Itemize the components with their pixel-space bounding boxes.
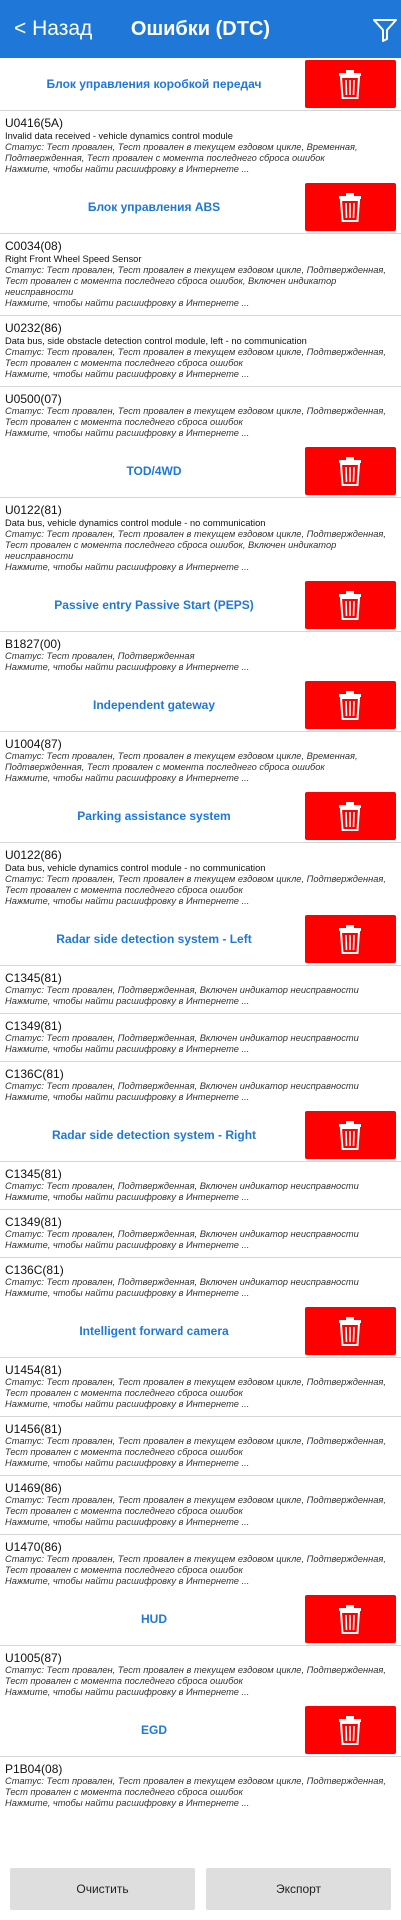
fault-status: Статус: Тест провален, Подтвержденная, Включен индикатор неисправности <box>5 1081 359 1091</box>
fault-status: Статус: Тест провален, Подтвержденная <box>5 651 195 661</box>
delete-button[interactable] <box>305 60 396 108</box>
module-header <box>0 790 401 842</box>
lookup-link[interactable]: Нажмите, чтобы найти расшифровку в Интернете ... <box>5 428 250 438</box>
fault-code: U1456(81) <box>5 1422 62 1436</box>
module-header <box>0 579 401 631</box>
delete-button[interactable] <box>305 915 396 963</box>
lookup-link[interactable]: Нажмите, чтобы найти расшифровку в Интернете ... <box>5 1240 250 1250</box>
fault-status: Статус: Тест провален, Тест провален в текущем ездовом цикле, Подтвержденная, Тест провален с момента последнего сброса ошибок, Включен индикатор неисправности <box>5 529 386 561</box>
fault-item[interactable] <box>0 1756 401 1815</box>
module-name: Parking assistance system <box>77 809 231 823</box>
fault-status: Статус: Тест провален, Тест провален в текущем ездовом цикле, Временная, Подтвержденная, Тест провален с момента последнего сброса ошибок <box>5 142 358 163</box>
fault-status: Статус: Тест провален, Тест провален в текущем ездовом цикле, Подтвержденная, Тест провален с момента последнего сброса ошибок <box>5 1665 386 1686</box>
lookup-link[interactable]: Нажмите, чтобы найти расшифровку в Интернете ... <box>5 1092 250 1102</box>
delete-button[interactable] <box>305 183 396 231</box>
module-name: Intelligent forward camera <box>79 1324 229 1338</box>
module-name: Passive entry Passive Start (PEPS) <box>54 598 254 612</box>
lookup-link[interactable]: Нажмите, чтобы найти расшифровку в Интернете ... <box>5 1517 250 1527</box>
fault-code: U0232(86) <box>5 321 62 335</box>
fault-item[interactable] <box>0 1416 401 1475</box>
fault-code: C136C(81) <box>5 1263 64 1277</box>
filter-icon[interactable] <box>372 17 398 43</box>
lookup-link[interactable]: Нажмите, чтобы найти расшифровку в Интернете ... <box>5 1044 250 1054</box>
fault-code: U1470(86) <box>5 1540 62 1554</box>
fault-item[interactable] <box>0 386 401 445</box>
fault-item[interactable] <box>0 1645 401 1704</box>
delete-button[interactable] <box>305 1706 396 1754</box>
delete-button[interactable] <box>305 1111 396 1159</box>
delete-button[interactable] <box>305 681 396 729</box>
lookup-link[interactable]: Нажмите, чтобы найти расшифровку в Интернете ... <box>5 1576 250 1586</box>
delete-button[interactable] <box>305 447 396 495</box>
fault-status: Статус: Тест провален, Тест провален в текущем ездовом цикле, Подтвержденная, Тест провален с момента последнего сброса ошибок <box>5 1495 386 1516</box>
lookup-link[interactable]: Нажмите, чтобы найти расшифровку в Интернете ... <box>5 562 250 572</box>
module-header <box>0 1704 401 1756</box>
lookup-link[interactable]: Нажмите, чтобы найти расшифровку в Интернете ... <box>5 1399 250 1409</box>
fault-code: C0034(08) <box>5 239 62 253</box>
fault-item[interactable] <box>0 1257 401 1305</box>
module-name: Radar side detection system - Left <box>56 932 252 946</box>
bottom-bar <box>0 1864 401 1920</box>
fault-description: Data bus, vehicle dynamics control module - no communication <box>5 518 266 528</box>
fault-code: U1454(81) <box>5 1363 62 1377</box>
module-name: TOD/4WD <box>126 464 182 478</box>
dtc-list <box>0 58 401 1815</box>
lookup-link[interactable]: Нажмите, чтобы найти расшифровку в Интернете ... <box>5 369 250 379</box>
lookup-link[interactable]: Нажмите, чтобы найти расшифровку в Интернете ... <box>5 164 250 174</box>
fault-code: U0500(07) <box>5 392 62 406</box>
fault-description: Data bus, side obstacle detection control module, left - no communication <box>5 336 307 346</box>
fault-status: Статус: Тест провален, Тест провален в текущем ездовом цикле, Подтвержденная, Тест провален с момента последнего сброса ошибок <box>5 1776 386 1797</box>
fault-item[interactable] <box>0 731 401 790</box>
fault-description: Right Front Wheel Speed Sensor <box>5 254 142 264</box>
fault-code: U0122(81) <box>5 503 62 517</box>
module-header <box>0 181 401 233</box>
lookup-link[interactable]: Нажмите, чтобы найти расшифровку в Интернете ... <box>5 1458 250 1468</box>
fault-item[interactable] <box>0 497 401 579</box>
module-name: Блок управления ABS <box>87 200 221 214</box>
fault-code: U0122(86) <box>5 848 62 862</box>
fault-item[interactable] <box>0 233 401 315</box>
module-header <box>0 1593 401 1645</box>
module-header <box>0 58 401 110</box>
lookup-link[interactable]: Нажмите, чтобы найти расшифровку в Интернете ... <box>5 1798 250 1808</box>
fault-description: Data bus, vehicle dynamics control module - no communication <box>5 863 266 873</box>
lookup-link[interactable]: Нажмите, чтобы найти расшифровку в Интернете ... <box>5 773 250 783</box>
fault-item[interactable] <box>0 1013 401 1061</box>
fault-code: C1349(81) <box>5 1019 62 1033</box>
fault-code: P1B04(08) <box>5 1762 63 1776</box>
fault-status: Статус: Тест провален, Подтвержденная, Включен индикатор неисправности <box>5 1181 359 1191</box>
fault-item[interactable] <box>0 631 401 679</box>
fault-code: C1349(81) <box>5 1215 62 1229</box>
fault-code: C1345(81) <box>5 1167 62 1181</box>
fault-item[interactable] <box>0 1475 401 1534</box>
module-name: Блок управления коробкой передач <box>46 77 262 91</box>
lookup-link[interactable]: Нажмите, чтобы найти расшифровку в Интернете ... <box>5 896 250 906</box>
lookup-link[interactable]: Нажмите, чтобы найти расшифровку в Интернете ... <box>5 1687 250 1697</box>
fault-code: C1345(81) <box>5 971 62 985</box>
lookup-link[interactable]: Нажмите, чтобы найти расшифровку в Интернете ... <box>5 1288 250 1298</box>
fault-status: Статус: Тест провален, Подтвержденная, Включен индикатор неисправности <box>5 985 359 995</box>
fault-code: U0416(5A) <box>5 116 64 130</box>
fault-code: U1005(87) <box>5 1651 62 1665</box>
delete-button[interactable] <box>305 1595 396 1643</box>
module-header <box>0 679 401 731</box>
fault-item[interactable] <box>0 1209 401 1257</box>
fault-status: Статус: Тест провален, Тест провален в текущем ездовом цикле, Временная, Подтвержденная, Тест провален с момента последнего сброса ошибок <box>5 751 358 772</box>
fault-status: Статус: Тест провален, Тест провален в текущем ездовом цикле, Подтвержденная, Тест провален с момента последнего сброса ошибок <box>5 347 386 368</box>
fault-status: Статус: Тест провален, Тест провален в текущем ездовом цикле, Подтвержденная, Тест провален с момента последнего сброса ошибок <box>5 406 386 427</box>
fault-item[interactable] <box>0 842 401 913</box>
fault-item[interactable] <box>0 315 401 386</box>
page-title: Ошибки (DTC) <box>130 18 271 40</box>
module-name: Radar side detection system - Right <box>51 1128 257 1142</box>
lookup-link[interactable]: Нажмите, чтобы найти расшифровку в Интернете ... <box>5 996 250 1006</box>
delete-button[interactable] <box>305 792 396 840</box>
clear-button[interactable]: Очистить <box>10 1868 195 1910</box>
fault-status: Статус: Тест провален, Подтвержденная, Включен индикатор неисправности <box>5 1033 359 1043</box>
fault-item[interactable] <box>0 1534 401 1593</box>
module-header <box>0 1109 401 1161</box>
export-button[interactable]: Экспорт <box>206 1868 391 1910</box>
fault-item[interactable] <box>0 1161 401 1209</box>
module-name: Independent gateway <box>92 698 216 712</box>
fault-status: Статус: Тест провален, Тест провален в текущем ездовом цикле, Подтвержденная, Тест провален с момента последнего сброса ошибок <box>5 874 386 895</box>
back-button[interactable]: < Назад <box>14 17 93 40</box>
delete-button[interactable] <box>305 581 396 629</box>
fault-item[interactable] <box>0 110 401 181</box>
fault-code: C136C(81) <box>5 1067 64 1081</box>
lookup-link[interactable]: Нажмите, чтобы найти расшифровку в Интернете ... <box>5 662 250 672</box>
fault-code: U1469(86) <box>5 1481 62 1495</box>
delete-button[interactable] <box>305 1307 396 1355</box>
module-name: HUD <box>141 1612 167 1626</box>
fault-status: Статус: Тест провален, Тест провален в текущем ездовом цикле, Подтвержденная, Тест провален с момента последнего сброса ошибок <box>5 1436 386 1457</box>
fault-item[interactable] <box>0 965 401 1013</box>
fault-status: Статус: Тест провален, Тест провален в текущем ездовом цикле, Подтвержденная, Тест провален с момента последнего сброса ошибок <box>5 1554 386 1575</box>
module-header <box>0 445 401 497</box>
fault-description: Invalid data received - vehicle dynamics control module <box>5 131 233 141</box>
fault-status: Статус: Тест провален, Тест провален в текущем ездовом цикле, Подтвержденная, Тест провален с момента последнего сброса ошибок <box>5 1377 386 1398</box>
fault-code: B1827(00) <box>5 637 62 651</box>
module-name: EGD <box>140 1723 167 1737</box>
fault-item[interactable] <box>0 1061 401 1109</box>
lookup-link[interactable]: Нажмите, чтобы найти расшифровку в Интернете ... <box>5 1192 250 1202</box>
fault-item[interactable] <box>0 1357 401 1416</box>
fault-status: Статус: Тест провален, Подтвержденная, Включен индикатор неисправности <box>5 1229 359 1239</box>
fault-status: Статус: Тест провален, Тест провален в текущем ездовом цикле, Подтвержденная, Тест провален с момента последнего сброса ошибок, Включен индикатор неисправности <box>5 265 386 297</box>
lookup-link[interactable]: Нажмите, чтобы найти расшифровку в Интернете ... <box>5 298 250 308</box>
module-header <box>0 913 401 965</box>
module-header <box>0 1305 401 1357</box>
app-header <box>0 0 401 58</box>
fault-code: U1004(87) <box>5 737 62 751</box>
fault-status: Статус: Тест провален, Подтвержденная, Включен индикатор неисправности <box>5 1277 359 1287</box>
